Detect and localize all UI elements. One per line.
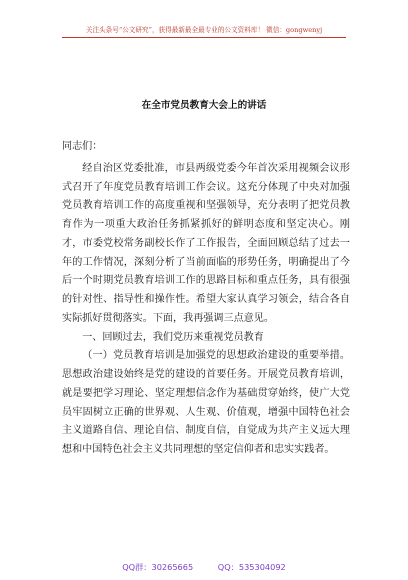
subsection-paragraph: （一）党员教育培训是加强党的思想政治建设的重要举措。思想政治建设始终是党的建设的首要任务。开展党员教育培训，就是要把学习理论、坚定理想信念作为基础贯穿始终，使广大党员牢固树立正确的世界观、人生观、价值观，增强中国特色社会主义道路自信、理论自信、制度自信，自觉成为共产主义远大理想和中国特色社会主义共同理想的坚定信仰者和忠实实践者。 [62, 350, 350, 455]
body-paragraph: 经自治区党委批准，市县两级党委今年首次采用视频会议形式召开了年度党员教育培训工作会议。这充分体现了中央对加强党员教育培训工作的高度重视和坚强领导，充分表明了把党员教育作为一项重大政治任务抓紧抓好的鲜明态度和坚定决心。刚才，市委党校常务副校长作了工作报告，全面回顾总结了过去一年的工作情况，深刻分析了当前面临的形势任务，明确提出了今后一个时期党员教育培训工作的思路目标和重点任务，具有很强的针对性、指导性和操作性。希望大家认真学习领会，结合各自实际抓好贯彻落实。下面，我再强调三点意见。 [62, 162, 350, 324]
document-title: 在全市党员教育大会上的讲话 [141, 100, 267, 111]
section-heading: 一、回顾过去，我们党历来重视党员教育 [82, 331, 264, 343]
footer-qq-number: QQ：535304092 [217, 562, 286, 572]
document-body [62, 138, 350, 460]
header-divider [62, 37, 346, 38]
footer-contact [0, 562, 408, 573]
header-promo-note: 关注头条号“公文研究”，获得最新最全最专业的公文资料库！ 微信：gongwenyj [85, 26, 323, 34]
footer-qq-group: QQ群：30265665 [122, 562, 194, 572]
salutation: 同志们： [62, 141, 103, 152]
